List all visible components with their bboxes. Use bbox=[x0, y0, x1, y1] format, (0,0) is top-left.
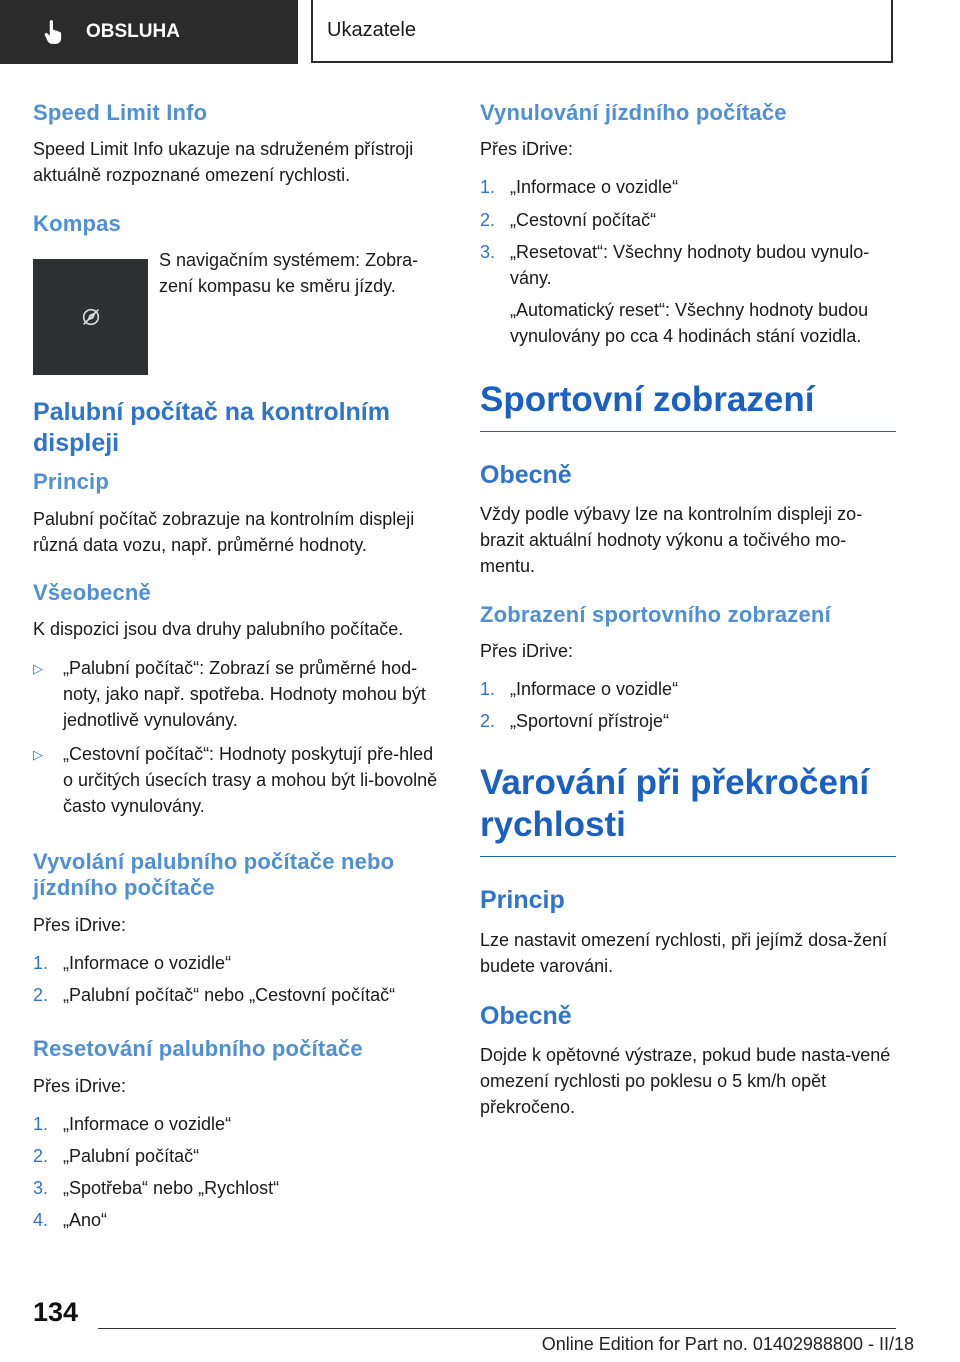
varovani-heading: Varování při překročení rychlosti bbox=[480, 763, 870, 845]
reset-heading: Resetování palubního počítače bbox=[33, 1036, 363, 1062]
chapter-tab bbox=[311, 0, 893, 63]
vynulovani-intro: Přes iDrive: bbox=[480, 139, 574, 160]
reset-steps bbox=[33, 1111, 448, 1233]
right-column bbox=[480, 100, 896, 1120]
list-item: 2. „Palubní počítač“ nebo „Cestovní počítač“ bbox=[33, 985, 396, 1006]
vyvolani-steps bbox=[33, 950, 448, 1008]
left-column bbox=[33, 100, 448, 1239]
list-item: 2. „Palubní počítač“ bbox=[33, 1145, 200, 1166]
varovani-obecne-text: Dojde k opětovné výstraze, pokud bude nasta-vené omezení rychlosti po poklesu o 5 km/h opět překročeno. bbox=[480, 1044, 891, 1118]
sport-zobrazeni-heading: Zobrazení sportovního zobrazení bbox=[480, 601, 831, 627]
speed-limit-text: Speed Limit Info ukazuje na sdruženém přístroji aktuálně rozpoznané omezení rychlosti. bbox=[33, 139, 414, 186]
list-item: 3. „Spotřeba“ nebo „Rychlost“ bbox=[33, 1177, 280, 1198]
list-item: 1. „Informace o vozidle“ bbox=[33, 1113, 232, 1134]
vseobecne-heading: Všeobecně bbox=[33, 580, 151, 606]
kompas-text: S navigačním systémem: Zobra-zení kompasu ke směru jízdy. bbox=[159, 249, 419, 297]
princip-text: Palubní počítač zobrazuje na kontrolním displeji různá data vozu, např. průměrné hodnoty. bbox=[33, 508, 415, 555]
sport-section-heading bbox=[480, 379, 896, 432]
sport-obecne-text: Vždy podle výbavy lze na kontrolním displeji zo-brazit aktuální hodnoty výkonu a točivého mo-mentu. bbox=[480, 504, 863, 577]
section-tab-label: OBSLUHA bbox=[86, 21, 180, 42]
list-item: 4. „Ano“ bbox=[33, 1209, 108, 1230]
speed-limit-heading: Speed Limit Info bbox=[33, 100, 208, 125]
kompas-row bbox=[33, 247, 448, 375]
hand-pointer-icon bbox=[40, 19, 66, 45]
reset-intro: Přes iDrive: bbox=[33, 1075, 127, 1096]
triangle-bullet-icon: ▷ bbox=[33, 660, 43, 676]
page-number: 134 bbox=[33, 1297, 79, 1327]
list-item: 1. „Informace o vozidle“ bbox=[33, 952, 232, 973]
list-item: 3. „Resetovat“: Všechny hodnoty budou vynulo-vány. bbox=[480, 241, 870, 288]
list-item: 2. „Cestovní počítač“ bbox=[480, 209, 657, 230]
vyvolani-intro: Přes iDrive: bbox=[33, 914, 127, 935]
chapter-tab-label: Ukazatele bbox=[327, 19, 416, 41]
edition-note: Online Edition for Part no. 01402988800 - II/18 bbox=[541, 1334, 914, 1354]
sport-obecne-heading: Obecně bbox=[480, 461, 572, 490]
vynulovani-note: „Automatický reset“: Všechny hodnoty budou vynulovány po cca 4 hodinách stání vozidla. bbox=[510, 299, 869, 346]
princip-heading: Princip bbox=[33, 469, 109, 495]
palubni-heading: Palubní počítač na kontrolním displeji bbox=[33, 397, 390, 458]
vynulovani-heading: Vynulování jízdního počítače bbox=[480, 100, 787, 125]
varovani-princip-text: Lze nastavit omezení rychlosti, při jejímž dosa-žení budete varováni. bbox=[480, 929, 888, 976]
triangle-bullet-icon: ▷ bbox=[33, 746, 43, 762]
compass-image bbox=[33, 259, 148, 375]
sport-zobrazeni-intro: Přes iDrive: bbox=[480, 640, 574, 661]
computer-types-list bbox=[33, 655, 448, 820]
list-item: 1. „Informace o vozidle“ bbox=[480, 177, 679, 198]
vyvolani-heading: Vyvolání palubního počítače nebo jízdního počítače bbox=[33, 849, 395, 901]
footer-divider bbox=[98, 1328, 896, 1329]
section-tab bbox=[0, 0, 298, 64]
kompas-heading: Kompas bbox=[33, 210, 121, 236]
list-item: 1. „Informace o vozidle“ bbox=[480, 679, 679, 700]
vseobecne-text: K dispozici jsou dva druhy palubního počítače. bbox=[33, 619, 404, 640]
list-item: ▷ „Cestovní počítač“: Hodnoty poskytují pře-hled o určitých úsecích trasy a mohou být li-bovolně často vynulovány. bbox=[33, 741, 448, 819]
vynulovani-steps bbox=[480, 174, 896, 290]
varovani-section-heading bbox=[480, 762, 896, 857]
compass-off-icon bbox=[80, 306, 102, 328]
sport-zobrazeni-steps bbox=[480, 676, 896, 734]
page-header bbox=[0, 0, 960, 66]
list-item: ▷ „Palubní počítač“: Zobrazí se průměrné hod-noty, jako např. spotřeba. Hodnoty mohou být jednotlivě vynulovány. bbox=[33, 655, 448, 733]
varovani-obecne-heading: Obecně bbox=[480, 1001, 572, 1030]
list-item: 2. „Sportovní přístroje“ bbox=[480, 711, 670, 732]
varovani-princip-heading: Princip bbox=[480, 886, 565, 915]
sport-heading: Sportovní zobrazení bbox=[480, 380, 815, 420]
